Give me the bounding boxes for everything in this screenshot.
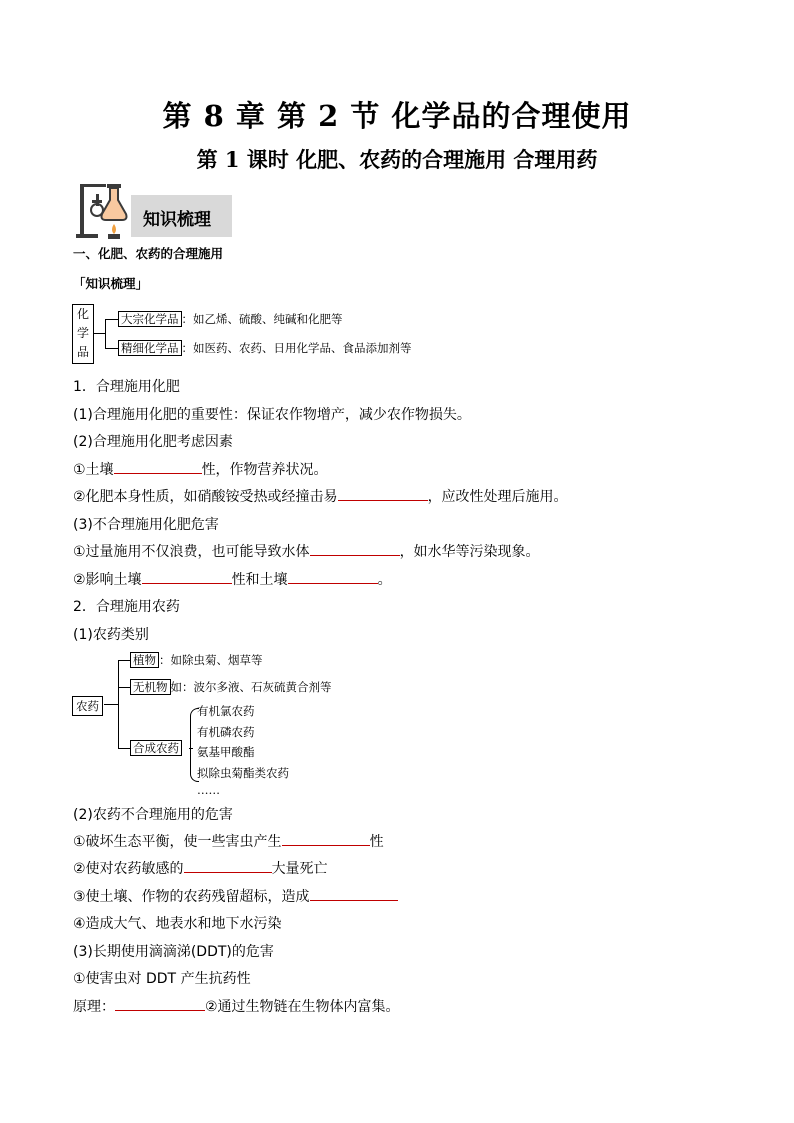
synthetic-pesticide-label: 合成农药 (130, 740, 182, 756)
diagram-connector (105, 319, 118, 320)
plant-pesticide-row (130, 652, 263, 668)
diagram-connector (118, 660, 130, 661)
ddt-text-a: 原理： (73, 999, 115, 1015)
page-subtitle: 第 1 课时 化肥、农药的合理施用 合理用药 (196, 147, 598, 172)
fertilizer-importance: (1)合理施用化肥的重要性：保证农作物增产，减少农作物损失。 (73, 407, 471, 423)
answer-blank[interactable] (184, 858, 272, 873)
answer-blank[interactable] (142, 569, 232, 584)
section-heading: 一、化肥、农药的合理施用 (73, 246, 224, 261)
answer-blank[interactable] (338, 486, 428, 501)
fertilizer-factor-2 (73, 486, 568, 506)
answer-blank[interactable] (115, 996, 205, 1011)
pesticide-harm-2 (73, 858, 328, 878)
diagram-connector (93, 333, 105, 334)
pesticide-types-heading: (1)农药类别 (73, 627, 149, 643)
inorganic-pesticide-desc: 如：波尔多液、石灰硫黄合剂等 (170, 680, 332, 694)
fertilizer-heading: 1．合理施用化肥 (73, 379, 180, 395)
factor-1-text-b: 性，作物营养状况。 (201, 462, 328, 478)
factor-2-text-b: ，应改性处理后施用。 (427, 489, 568, 505)
plant-pesticide-label: 植物 (130, 652, 159, 668)
answer-blank[interactable] (282, 831, 370, 846)
fertilizer-factors-heading: (2)合理施用化肥考虑因素 (73, 434, 233, 450)
chemicals-root-label: 化学品 (76, 307, 89, 359)
diagram-connector (105, 348, 118, 349)
fertilizer-harm-1 (73, 541, 540, 561)
lab-flask-icon (74, 180, 134, 240)
harm-2-text-b: 性和土壤 (231, 572, 288, 588)
pesticide-heading: 2．合理施用农药 (73, 599, 180, 615)
inorganic-pesticide-label: 无机物 (130, 679, 171, 695)
pesticide-harm-4: ④造成大气、地表水和地下水污染 (73, 916, 282, 932)
factor-2-text-a: ②化肥本身性质，如硝酸铵受热或经撞击易 (73, 489, 338, 505)
answer-blank[interactable] (310, 886, 398, 901)
bulk-chemicals-desc: ：如乙烯、硫酸、纯碱和化肥等 (181, 312, 343, 326)
answer-blank[interactable] (288, 569, 378, 584)
list-item: 氨基甲酸酯 (197, 745, 255, 759)
page-title: 第 8 章 第 2 节 化学品的合理使用 (162, 99, 632, 133)
ddt-harm-2 (73, 996, 400, 1016)
diagram-connector (118, 687, 130, 688)
fertilizer-harm-heading: (3)不合理施用化肥危害 (73, 517, 219, 533)
p-harm-3-text-a: ③使土壤、作物的农药残留超标，造成 (73, 889, 310, 905)
list-item: 有机磷农药 (197, 724, 255, 739)
harm-1-text-a: ①过量施用不仅浪费，也可能导致水体 (73, 544, 310, 560)
answer-blank[interactable] (114, 459, 202, 474)
synthetic-items-list (197, 701, 289, 797)
knowledge-label: 「知识梳理」 (73, 276, 149, 291)
plant-pesticide-desc: ：如除虫菊、烟草等 (159, 653, 263, 667)
ddt-heading: (3)长期使用滴滴涕(DDT)的危害 (73, 944, 274, 960)
diagram-connector (104, 704, 118, 705)
fertilizer-factor-1 (73, 459, 328, 479)
diagram-connector (105, 319, 106, 348)
answer-blank[interactable] (310, 541, 400, 556)
list-item: …… (197, 783, 220, 797)
fine-chemicals-desc: ：如医药、农药、日用化学品、食品添加剂等 (181, 341, 412, 355)
inorganic-pesticide-row (130, 679, 332, 695)
diagram-connector (118, 660, 119, 748)
ddt-text-b: ②通过生物链在生物体内富集。 (205, 999, 400, 1015)
bulk-chemicals-row (118, 311, 343, 327)
chemicals-root-box (72, 304, 94, 364)
harm-2-text-a: ②影响土壤 (73, 572, 142, 588)
factor-1-text-a: ①土壤 (73, 462, 114, 478)
pesticide-harm-1 (73, 831, 384, 851)
ddt-harm-1: ①使害虫对 DDT 产生抗药性 (73, 971, 251, 987)
harm-1-text-b: ，如水华等污染现象。 (399, 544, 540, 560)
p-harm-2-text-a: ②使对农药敏感的 (73, 861, 184, 877)
pesticide-harm-heading: (2)农药不合理施用的危害 (73, 807, 233, 823)
section-tab-label: 知识梳理 (143, 210, 211, 230)
p-harm-1-text-b: 性 (369, 834, 384, 850)
fine-chemicals-row (118, 340, 412, 356)
bulk-chemicals-label: 大宗化学品 (118, 311, 182, 327)
fine-chemicals-label: 精细化学品 (118, 340, 182, 356)
synthetic-pesticide-row (130, 740, 182, 756)
pesticide-harm-3 (73, 886, 398, 906)
p-harm-1-text-a: ①破坏生态平衡，使一些害虫产生 (73, 834, 282, 850)
list-item: 有机氯农药 (197, 704, 255, 718)
pesticide-root-label: 农药 (72, 696, 103, 716)
fertilizer-harm-2 (73, 569, 392, 589)
list-item: 拟除虫菊酯类农药 (197, 765, 289, 780)
diagram-connector (118, 748, 130, 749)
p-harm-2-text-b: 大量死亡 (271, 861, 328, 877)
section-tab (131, 195, 232, 237)
harm-2-text-c: 。 (377, 572, 392, 588)
